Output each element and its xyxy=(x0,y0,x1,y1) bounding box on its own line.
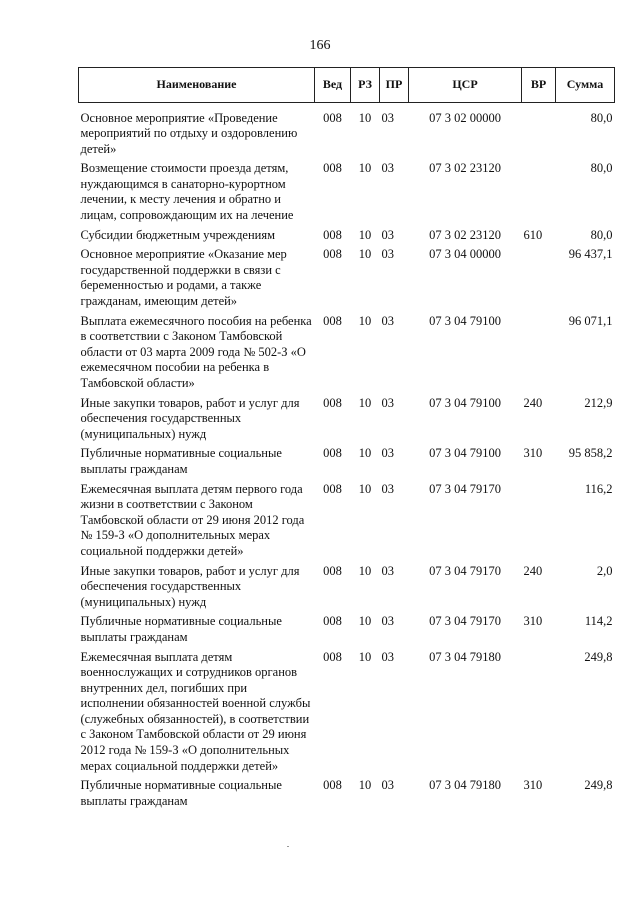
cell-csr: 07 3 04 79180 xyxy=(429,649,501,664)
cell-rz: 10 xyxy=(358,313,372,328)
cell-rz: 10 xyxy=(358,247,372,262)
cell-vr xyxy=(522,650,556,779)
column-header-ved: Вед xyxy=(315,68,351,103)
cell-vr xyxy=(522,314,556,396)
spacer-cell xyxy=(79,103,615,111)
cell-vr: 240 xyxy=(523,395,543,410)
table-row xyxy=(79,247,615,313)
cell-rz: 10 xyxy=(358,446,372,461)
column-header-pr: ПР xyxy=(380,68,409,103)
cell-pr: 03 xyxy=(381,649,394,664)
header-row xyxy=(79,68,615,103)
budget-table xyxy=(78,67,615,813)
cell-name: Иные закупки товаров, работ и услуг для обеспечения государственных (муниципальных) нужд xyxy=(80,563,300,609)
cell-name: Иные закупки товаров, работ и услуг для обеспечения государственных (муниципальных) нужд xyxy=(80,395,300,441)
cell-vr xyxy=(522,482,556,564)
cell-csr: 07 3 04 79100 xyxy=(429,446,501,461)
scan-mark xyxy=(287,846,289,847)
table-row xyxy=(79,228,615,248)
cell-csr: 07 3 02 00000 xyxy=(429,110,501,125)
cell-pr: 03 xyxy=(381,110,394,125)
cell-sum: 249,8 xyxy=(584,649,613,664)
cell-ved: 008 xyxy=(323,247,342,262)
cell-sum: 96 071,1 xyxy=(568,313,613,328)
cell-rz: 10 xyxy=(358,481,372,496)
cell-sum: 95 858,2 xyxy=(568,446,613,461)
cell-vr xyxy=(522,247,556,313)
cell-ved: 008 xyxy=(323,110,342,125)
cell-sum: 114,2 xyxy=(584,614,613,629)
cell-ved: 008 xyxy=(323,313,342,328)
cell-vr: 310 xyxy=(523,614,543,629)
cell-pr: 03 xyxy=(381,247,394,262)
cell-sum: 80,0 xyxy=(590,110,613,125)
spacer-row xyxy=(79,103,615,111)
cell-ved: 008 xyxy=(323,227,342,242)
cell-pr: 03 xyxy=(381,481,394,496)
cell-name: Публичные нормативные социальные выплаты гражданам xyxy=(80,614,282,644)
cell-ved: 008 xyxy=(323,778,342,793)
cell-vr: 610 xyxy=(523,227,543,242)
cell-vr: 310 xyxy=(523,778,543,793)
table-row xyxy=(79,778,615,813)
cell-rz: 10 xyxy=(358,778,372,793)
cell-name: Основное мероприятие «Проведение мероприятий по отдыху и оздоровлению детей» xyxy=(80,110,298,156)
column-header-vr: ВР xyxy=(522,68,556,103)
table-row xyxy=(79,564,615,615)
cell-rz: 10 xyxy=(358,649,372,664)
cell-name: Основное мероприятие «Оказание мер государственной поддержки в связи с беременностью и родами, а также гражданам, имеющим детей» xyxy=(80,247,287,309)
cell-csr: 07 3 04 79100 xyxy=(429,395,501,410)
cell-csr: 07 3 04 79170 xyxy=(429,481,501,496)
column-header-rz: РЗ xyxy=(351,68,380,103)
table-row xyxy=(79,396,615,447)
cell-ved: 008 xyxy=(323,649,342,664)
page-number: 166 xyxy=(309,38,331,53)
column-header-name: Наименование xyxy=(79,68,315,103)
cell-ved: 008 xyxy=(323,614,342,629)
table-header xyxy=(79,68,615,103)
cell-rz: 10 xyxy=(358,110,372,125)
table-row xyxy=(79,161,615,227)
column-header-sum: Сумма xyxy=(556,68,615,103)
cell-pr: 03 xyxy=(381,161,394,176)
cell-csr: 07 3 04 79170 xyxy=(429,614,501,629)
cell-pr: 03 xyxy=(381,446,394,461)
table-body xyxy=(79,103,615,814)
cell-pr: 03 xyxy=(381,614,394,629)
cell-name: Публичные нормативные социальные выплаты гражданам xyxy=(80,446,282,476)
column-header-csr: ЦСР xyxy=(409,68,522,103)
table-row xyxy=(79,650,615,779)
cell-csr: 07 3 04 79100 xyxy=(429,313,501,328)
cell-rz: 10 xyxy=(358,563,372,578)
cell-sum: 212,9 xyxy=(584,395,613,410)
cell-csr: 07 3 02 23120 xyxy=(429,161,501,176)
cell-vr: 240 xyxy=(523,563,543,578)
cell-sum: 80,0 xyxy=(590,227,613,242)
cell-csr: 07 3 04 79180 xyxy=(429,778,501,793)
cell-sum: 2,0 xyxy=(596,563,613,578)
cell-pr: 03 xyxy=(381,227,394,242)
cell-name: Субсидии бюджетным учреждениям xyxy=(80,227,276,242)
table-row xyxy=(79,314,615,396)
cell-vr xyxy=(522,161,556,227)
cell-pr: 03 xyxy=(381,395,394,410)
cell-ved: 008 xyxy=(323,395,342,410)
cell-vr: 310 xyxy=(523,446,543,461)
cell-pr: 03 xyxy=(381,313,394,328)
cell-ved: 008 xyxy=(323,161,342,176)
cell-name: Возмещение стоимости проезда детям, нуждающимся в санаторно-курортном лечении, к месту лечения и обратно и лицам, сопровождающим их на лечение xyxy=(80,161,294,223)
cell-rz: 10 xyxy=(358,614,372,629)
cell-sum: 96 437,1 xyxy=(568,247,613,262)
cell-csr: 07 3 04 79170 xyxy=(429,563,501,578)
cell-sum: 249,8 xyxy=(584,778,613,793)
cell-ved: 008 xyxy=(323,481,342,496)
cell-csr: 07 3 04 00000 xyxy=(429,247,501,262)
cell-pr: 03 xyxy=(381,563,394,578)
cell-rz: 10 xyxy=(358,161,372,176)
cell-sum: 80,0 xyxy=(590,161,613,176)
cell-ved: 008 xyxy=(323,563,342,578)
cell-rz: 10 xyxy=(358,395,372,410)
cell-name: Ежемесячная выплата детям военнослужащих и сотрудников органов внутренних дел, погибших при исполнении обязанностей военной службы (служебных обязанностей), в соответствии с Законом Тамбовской области от 29 июня 2012 года № 159-З «О дополнительных мерах социальной поддержки детей» xyxy=(80,649,311,773)
cell-name: Выплата ежемесячного пособия на ребенка в соответствии с Законом Тамбовской области от 03 марта 2009 года № 502-З «О ежемесячном пособии на ребенка в Тамбовской области» xyxy=(80,313,312,390)
cell-vr xyxy=(522,111,556,162)
cell-name: Ежемесячная выплата детям первого года жизни в соответствии с Законом Тамбовской области от 29 июня 2012 года № 159-З «О дополнительных мерах социальной поддержки детей» xyxy=(80,481,305,558)
table-row xyxy=(79,111,615,162)
cell-csr: 07 3 02 23120 xyxy=(429,227,501,242)
table-row xyxy=(79,614,615,649)
cell-name: Публичные нормативные социальные выплаты гражданам xyxy=(80,778,282,808)
table-row xyxy=(79,446,615,481)
cell-sum: 116,2 xyxy=(584,481,613,496)
cell-rz: 10 xyxy=(358,227,372,242)
table-row xyxy=(79,482,615,564)
cell-pr: 03 xyxy=(381,778,394,793)
cell-ved: 008 xyxy=(323,446,342,461)
